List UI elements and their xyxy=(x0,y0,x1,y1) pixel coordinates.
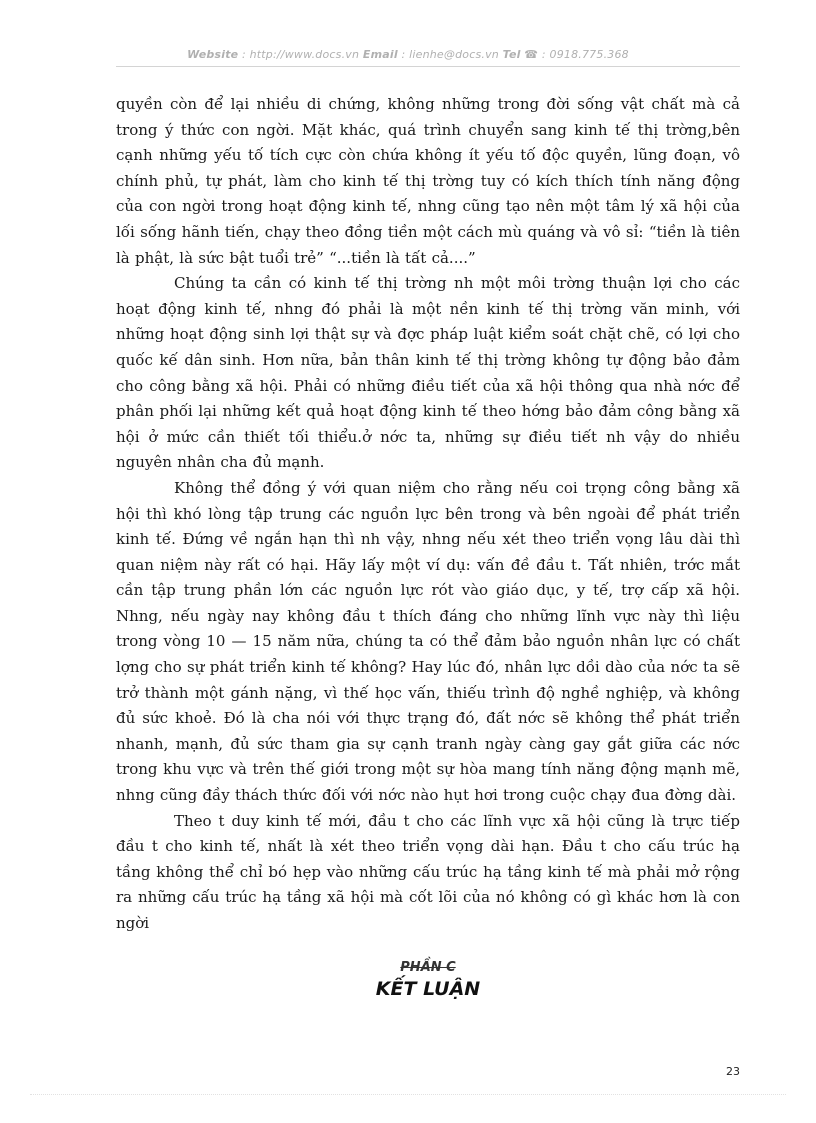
header-divider xyxy=(116,66,740,67)
paragraph-1: quyền còn để lại nhiều di chứng, không những trong đời sống vật chất mà cả trong ý thức con ngời. Mặt khác, quá trình chuyển sang kinh tế thị trờng,bên cạnh những yếu tố tích cực còn chứa không ít yếu tố độc quyền, lũng đoạn, vô chính phủ, tự phát, làm cho kinh tế thị trờng tuy có kích thích tính năng động của con ngời trong hoạt động kinh tế, nhng cũng tạo nên một tâm lý xã hội của lối sống hãnh tiến, chạy theo đồng tiền một cách mù quáng và vô sỉ: “tiền là tiên là phật, là sức bật tuổi trẻ” “...tiền là tất cả....” xyxy=(116,95,740,267)
document-body xyxy=(116,92,740,937)
email-value: : lienhe@docs.vn xyxy=(397,48,503,61)
tel-value: ☎ : 0918.775.368 xyxy=(520,48,629,61)
paragraph-4: Theo t duy kinh tế mới, đầu t cho các lĩnh vực xã hội cũng là trực tiếp đầu t cho kinh tế, nhất là xét theo triển vọng dài hạn. Đầu t cho cấu trúc hạ tầng không thể chỉ bó hẹp vào những cấu trúc hạ tầng kinh tế mà phải mở rộng ra những cấu trúc hạ tầng xã hội mà cốt lõi của nó không có gì khác hơn là con ngời xyxy=(116,811,740,932)
website-value: : http://www.docs.vn xyxy=(238,48,363,61)
section-heading xyxy=(116,960,740,1002)
page-header xyxy=(0,48,816,61)
paragraph-2: Chúng ta cần có kinh tế thị trờng nh một môi trờng thuận lợi cho các hoạt động kinh tế, nhng đó phải là một nền kinh tế thị trờng văn minh, với những hoạt động sinh lợi thật sự và đợc pháp luật kiểm soát chặt chẽ, có lợi cho quốc kế dân sinh. Hơn nữa, bản thân kinh tế thị trờng không tự động bảo đảm cho công bằng xã hội. Phải có những điều tiết của xã hội thông qua nhà nớc để phân phối lại những kết quả hoạt động kinh tế theo hớng bảo đảm công bằng xã hội ở mức cần thiết tối thiểu.ở nớc ta, những sự điều tiết nh vậy do nhiều nguyên nhân cha đủ mạnh. xyxy=(116,274,740,472)
section-part-label: PHẦN C xyxy=(400,960,456,975)
tel-label: Tel xyxy=(502,48,521,61)
page-number: 23 xyxy=(726,1065,740,1078)
footer-divider xyxy=(30,1094,786,1095)
website-label: Website xyxy=(187,48,239,61)
email-label: Email xyxy=(362,48,398,61)
section-title: KẾT LUẬN xyxy=(375,978,481,1000)
paragraph-3: Không thể đồng ý với quan niệm cho rằng nếu coi trọng công bằng xã hội thì khó lòng tập trung các nguồn lực bên trong và bên ngoài để phát triển kinh tế. Đứng về ngắn hạn thì nh vậy, nhng nếu xét theo triển vọng lâu dài thì quan niệm này rất có hại. Hãy lấy một ví dụ: vấn đề đầu t. Tất nhiên, trớc mắt cần tập trung phần lớn các nguồn lực rót vào giáo dục, y tế, trợ cấp xã hội. Nhng, nếu ngày nay không đầu t thích đáng cho những lĩnh vực này thì liệu trong vòng 10 — 15 năm nữa, chúng ta có thể đảm bảo nguồn nhân lực có chất lợng cho sự phát triển kinh tế không? Hay lúc đó, nhân lực dồi dào của nớc ta sẽ trở thành một gánh nặng, vì thế học vấn, thiếu trình độ nghề nghiệp, và không đủ sức khoẻ. Đó là cha nói với thực trạng đó, đất nớc sẽ không thể phát triển nhanh, mạnh, đủ sức tham gia sự cạnh tranh ngày càng gay gắt giữa các nớc trong khu vực và trên thế giới trong một sự hòa mang tính năng động mạnh mẽ, nhng cũng đầy thách thức đối với nớc nào hụt hơi trong cuộc chạy đua đờng dài. xyxy=(116,478,740,805)
